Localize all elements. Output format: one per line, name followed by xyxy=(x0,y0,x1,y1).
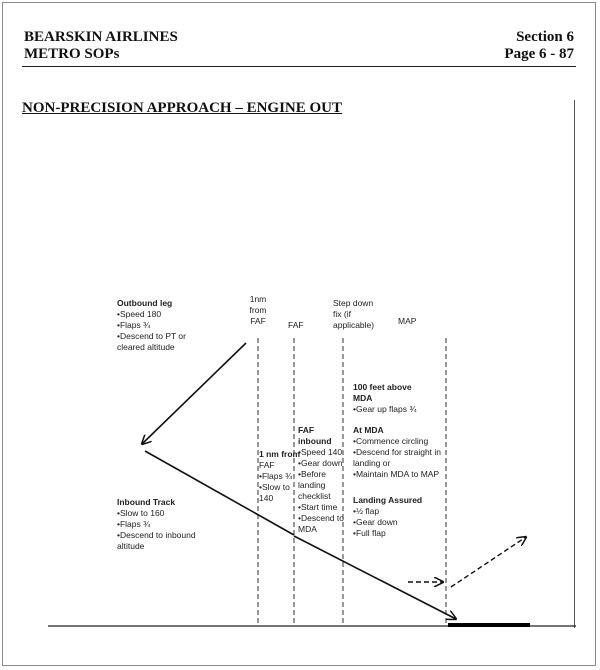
faf-inbound-notes: FAF inbound •Speed 140 •Gear down •Before landing checklist •Start time •Descend to MDA xyxy=(298,425,344,534)
final-descent-arrow xyxy=(294,536,456,619)
section-number: Section 6 xyxy=(516,29,574,45)
page-title: NON-PRECISION APPROACH – ENGINE OUT xyxy=(22,100,343,116)
faf-label: FAF xyxy=(288,320,304,330)
outbound-leg-arrow xyxy=(142,343,246,444)
inbound-track-notes: Inbound Track •Slow to 160 •Flaps ¾ •Descend to inbound altitude xyxy=(117,497,196,551)
company-name: BEARSKIN AIRLINES xyxy=(24,29,178,45)
page-number: Page 6 - 87 xyxy=(504,46,574,62)
hundred-feet-above-mda-notes: 100 feet above MDA •Gear up flaps ¾ xyxy=(353,382,417,414)
step-down-fix-label: Step down fix (if applicable) xyxy=(333,298,375,330)
one-nm-fix-label: 1nm from FAF xyxy=(249,294,267,326)
manual-name: METRO SOPs xyxy=(24,46,120,62)
at-mda-notes: At MDA •Commence circling •Descend for straight in landing or •Maintain MDA to MAP xyxy=(353,425,442,479)
one-nm-from-faf-notes: 1 nm from FAF •Flaps ¾ •Slow to 140 xyxy=(259,449,301,503)
landing-assured-notes: Landing Assured •½ flap •Gear down •Full flap xyxy=(353,495,423,538)
map-label: MAP xyxy=(398,316,417,326)
missed-approach-arrow xyxy=(451,537,526,587)
outbound-leg-notes: Outbound leg •Speed 180 •Flaps ¾ •Descend to PT or cleared altitude xyxy=(117,298,186,352)
